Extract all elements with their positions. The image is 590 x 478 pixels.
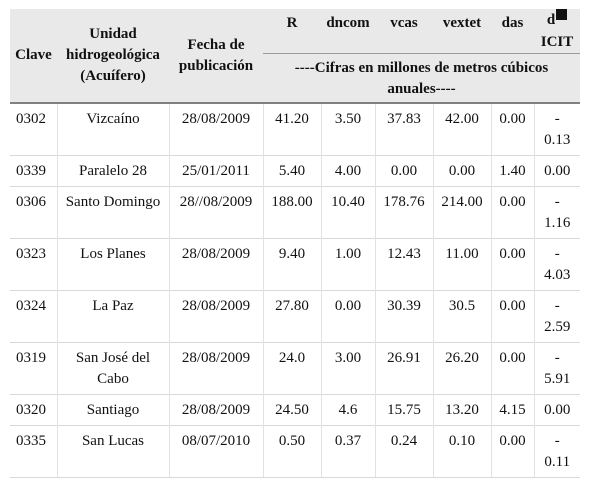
cell-clave: 0335 [10, 426, 57, 478]
cell-dncom: 0.37 [321, 426, 375, 478]
cell-das: 0.00 [491, 239, 534, 291]
cell-clave: 0306 [10, 187, 57, 239]
cell-fecha: 25/01/2011 [169, 156, 263, 187]
aquifer-table [10, 9, 580, 478]
cell-fecha: 28//08/2009 [169, 187, 263, 239]
cell-r: 41.20 [263, 103, 321, 156]
cell-fecha: 08/07/2010 [169, 426, 263, 478]
table-row [10, 426, 580, 478]
cell-unidad: San Lucas [57, 426, 169, 478]
table-row [10, 395, 580, 426]
cell-vextet: 26.20 [433, 343, 491, 395]
cell-vcas: 30.39 [375, 291, 433, 343]
cell-fecha: 28/08/2009 [169, 395, 263, 426]
table-row [10, 239, 580, 291]
cell-r: 24.0 [263, 343, 321, 395]
cell-clave: 0320 [10, 395, 57, 426]
cell-clave: 0319 [10, 343, 57, 395]
cell-clave: 0302 [10, 103, 57, 156]
header-units: ----Cifras en millones de metros cúbicos anuales---- [263, 54, 580, 104]
header-vextet: vextet [433, 9, 491, 54]
header-das: das [491, 9, 534, 54]
cell-dncom: 4.00 [321, 156, 375, 187]
cell-unidad: La Paz [57, 291, 169, 343]
header-dncom: dncom [321, 9, 375, 54]
cell-das: 0.00 [491, 187, 534, 239]
cell-vcas: 0.24 [375, 426, 433, 478]
header-unidad: Unidad hidrogeológica (Acuífero) [57, 9, 169, 103]
cell-unidad: Santiago [57, 395, 169, 426]
cell-das: 0.00 [491, 103, 534, 156]
cell-clave: 0323 [10, 239, 57, 291]
cell-r: 9.40 [263, 239, 321, 291]
header-vcas: vcas [375, 9, 433, 54]
cell-r: 5.40 [263, 156, 321, 187]
cell-unidad: Santo Domingo [57, 187, 169, 239]
cell-vcas: 37.83 [375, 103, 433, 156]
table-body [10, 103, 580, 478]
cell-vcas: 0.00 [375, 156, 433, 187]
cell-dicit: - 5.91 [534, 343, 580, 395]
cell-clave: 0324 [10, 291, 57, 343]
cell-dicit: - 1.16 [534, 187, 580, 239]
cell-fecha: 28/08/2009 [169, 291, 263, 343]
cell-fecha: 28/08/2009 [169, 103, 263, 156]
cell-dncom: 3.00 [321, 343, 375, 395]
table-row [10, 103, 580, 156]
cell-fecha: 28/08/2009 [169, 239, 263, 291]
table-row [10, 343, 580, 395]
header-dicit-icit: ICIT [540, 34, 574, 50]
cell-unidad: Vizcaíno [57, 103, 169, 156]
cell-vcas: 26.91 [375, 343, 433, 395]
cell-r: 24.50 [263, 395, 321, 426]
cell-vcas: 178.76 [375, 187, 433, 239]
table-row [10, 156, 580, 187]
cell-r: 0.50 [263, 426, 321, 478]
cell-dicit: - 0.13 [534, 103, 580, 156]
cell-dicit: - 0.11 [534, 426, 580, 478]
cell-vcas: 15.75 [375, 395, 433, 426]
cell-dncom: 0.00 [321, 291, 375, 343]
header-r: R [263, 9, 321, 54]
cell-dncom: 3.50 [321, 103, 375, 156]
cell-r: 188.00 [263, 187, 321, 239]
cell-dicit: 0.00 [534, 395, 580, 426]
dicit-symbol-icon [556, 9, 567, 20]
cell-dicit: - 4.03 [534, 239, 580, 291]
cell-unidad: San José del Cabo [57, 343, 169, 395]
cell-unidad: Paralelo 28 [57, 156, 169, 187]
header-dicit [534, 9, 580, 54]
cell-das: 4.15 [491, 395, 534, 426]
cell-r: 27.80 [263, 291, 321, 343]
cell-vextet: 30.5 [433, 291, 491, 343]
header-fecha: Fecha de publicación [169, 9, 263, 103]
cell-vextet: 0.00 [433, 156, 491, 187]
cell-das: 0.00 [491, 291, 534, 343]
cell-vextet: 13.20 [433, 395, 491, 426]
cell-dicit: 0.00 [534, 156, 580, 187]
header-clave: Clave [10, 9, 57, 103]
table-header [10, 9, 580, 103]
cell-das: 0.00 [491, 426, 534, 478]
cell-dncom: 10.40 [321, 187, 375, 239]
table-row [10, 291, 580, 343]
cell-unidad: Los Planes [57, 239, 169, 291]
cell-dicit: - 2.59 [534, 291, 580, 343]
cell-dncom: 4.6 [321, 395, 375, 426]
cell-vextet: 11.00 [433, 239, 491, 291]
table-row [10, 187, 580, 239]
cell-vcas: 12.43 [375, 239, 433, 291]
cell-vextet: 0.10 [433, 426, 491, 478]
cell-fecha: 28/08/2009 [169, 343, 263, 395]
header-dicit-d: d [546, 12, 556, 28]
cell-das: 1.40 [491, 156, 534, 187]
cell-das: 0.00 [491, 343, 534, 395]
cell-dncom: 1.00 [321, 239, 375, 291]
cell-vextet: 214.00 [433, 187, 491, 239]
cell-clave: 0339 [10, 156, 57, 187]
cell-vextet: 42.00 [433, 103, 491, 156]
